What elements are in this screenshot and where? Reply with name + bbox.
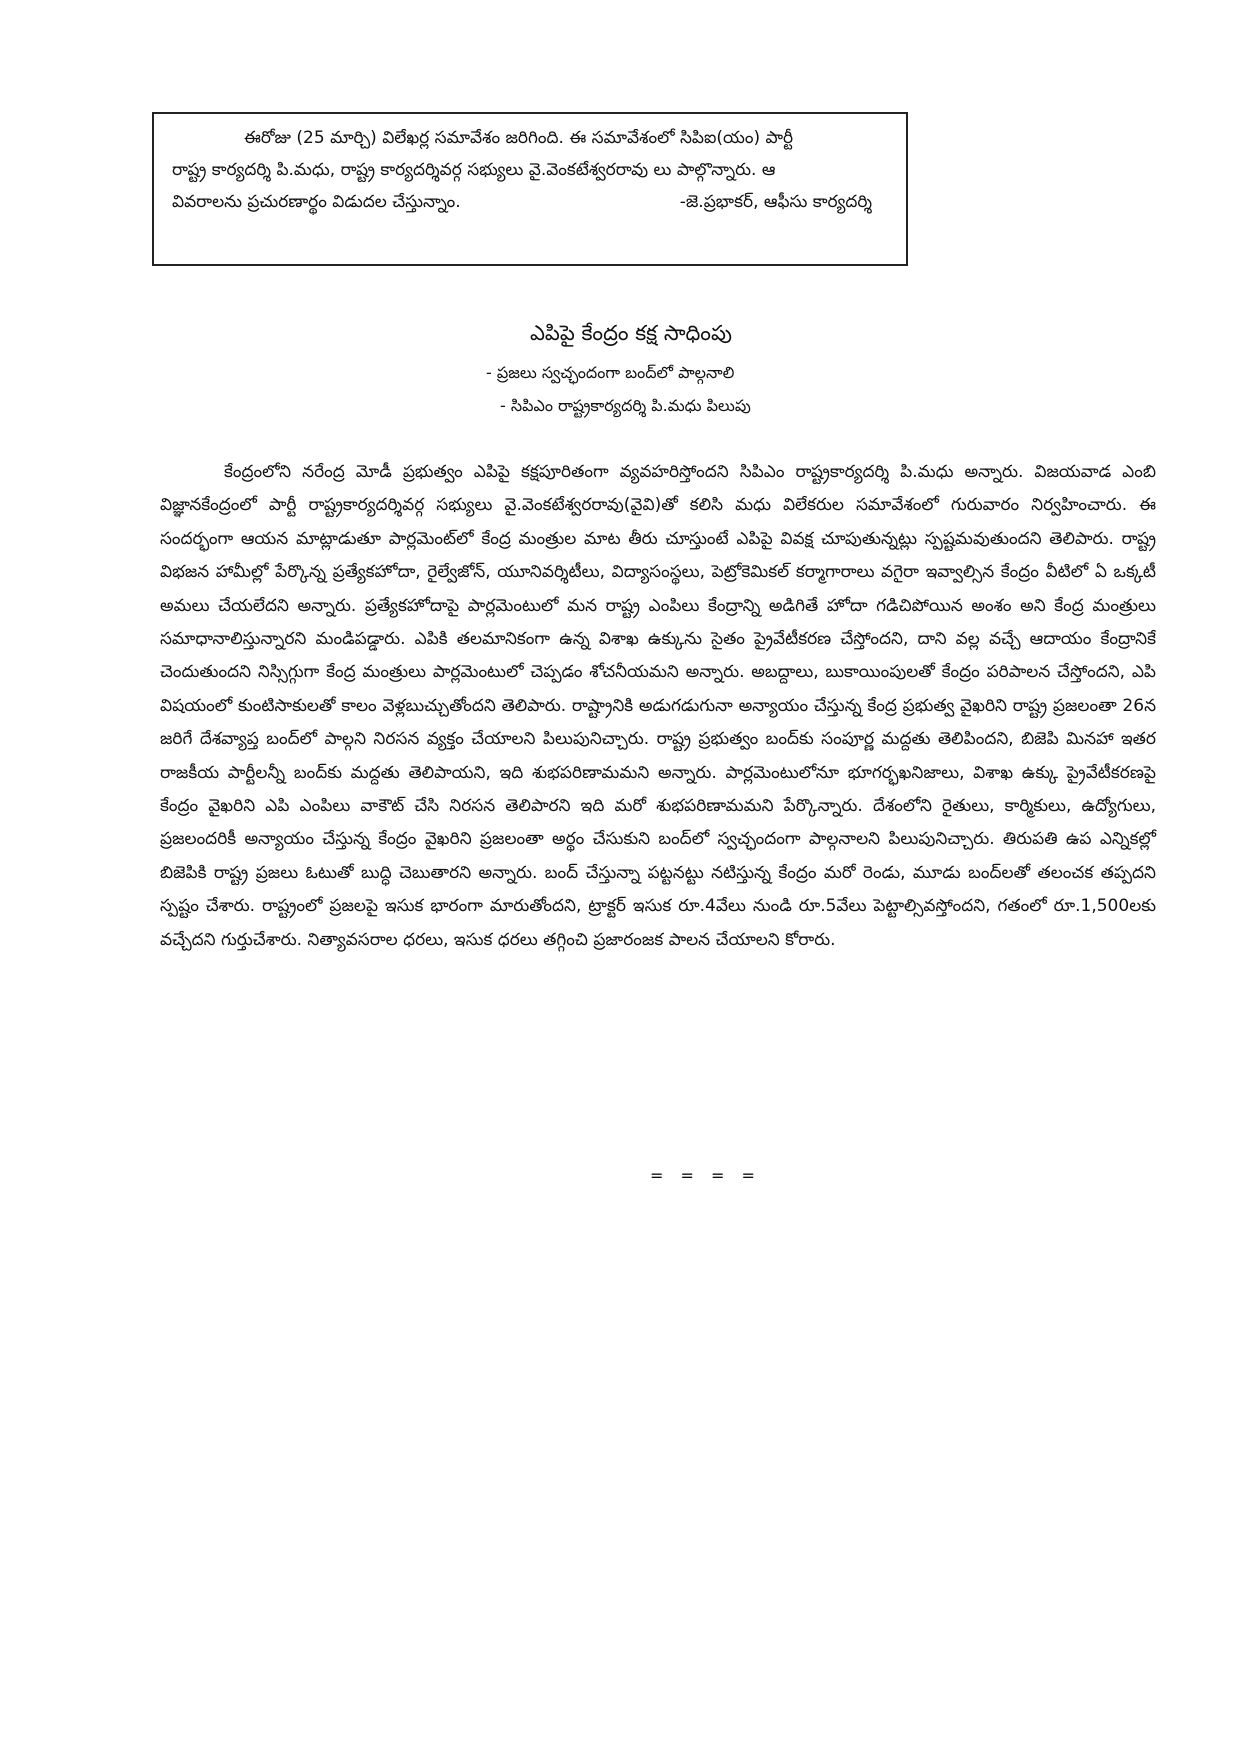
notice-line-2: రాష్ట్ర కార్యదర్శి పి.మధు, రాష్ట్ర కార్యదర్శివర్గ సభ్యులు వై.వెంకటేశ్వరరావు లు పాల్గొన్నారు. ఆ [172,160,776,180]
notice-line-3 [172,186,888,218]
article-subheadline-2: - సిపిఎం రాష్ట్రకార్యదర్శి పి.మధు పిలుపు [500,396,751,415]
article-subheadline-1: - ప్రజలు స్వచ్ఛందంగా బంద్‌లో పాల్గనాలి [486,363,735,382]
press-notice-box [152,112,908,266]
article-headline: ఎపిపై కేంద్రం కక్ష సాధింపు [530,321,732,345]
article-body [160,456,1156,957]
notice-signature: -జె.ప్రభాకర్, ఆఫీసు కార్యదర్శి [679,192,872,212]
notice-line-1: ఈరోజు (25 మార్చి) విలేఖర్ల సమావేశం జరిగింది. ఈ సమావేశంలో సిపిఐ(యం) పార్టీ [244,128,794,148]
article-body-paragraph: కేంద్రంలోని నరేంద్ర మోడీ ప్రభుత్వం ఎపిపై కక్షపూరితంగా వ్యవహరిస్తోందని సిపిఎం రాష్ట్రకార్యదర్శి పి.మధు అన్నారు. విజయవాడ ఎంబి విజ్ఞానకేంద్రంలో పార్టీ రాష్ట్రకార్యదర్శివర్గ సభ్యులు వై.వెంకటేశ్వరరావు(వైవి)తో కలిసి మధు విలేకరుల సమావేశంలో గురువారం నిర్వహించారు. ఈ సందర్భంగా ఆయన మాట్లాడుతూ పార్లమెంట్‌లో కేంద్ర మంత్రుల మాట తీరు చూస్తుంటే ఎపిపై వివక్ష చూపుతున్నట్లు స్పష్టమవుతుందని తెలిపారు. రాష్ట్ర విభజన హామీల్లో పేర్కొన్న ప్రత్యేకహోదా, రైల్వేజోన్, యూనివర్శిటీలు, విద్యాసంస్థలు, పెట్రోకెమికల్ కర్మాగారాలు వగైరా ఇవ్వాల్సిన కేంద్రం వీటిలో ఏ ఒక్కటీ అమలు చేయలేదని అన్నారు. ప్రత్యేకహోదాపై పార్లమెంటులో మన రాష్ట్ర ఎంపిలు కేంద్రాన్ని అడిగితే హోదా గడిచిపోయిన అంశం అని కేంద్ర మంత్రులు సమాధానాలిస్తున్నారని మండిపడ్డారు. ఎపికి తలమానికంగా ఉన్న విశాఖ ఉక్కును సైతం ప్రైవేటీకరణ చేస్తోందని, దాని వల్ల వచ్చే ఆదాయం కేంద్రానికే చెందుతుందని నిస్సిగ్గుగా కేంద్ర మంత్రులు పార్లమెంటులో చెప్పడం శోచనీయమని అన్నారు. అబద్దాలు, బుకాయింపులతో కేంద్రం పరిపాలన చేస్తోందని, ఎపి విషయంలో కుంటిసాకులతో కాలం వెళ్లబుచ్చుతోందని తెలిపారు. రాష్ట్రానికి అడుగడుగునా అన్యాయం చేస్తున్న కేంద్ర ప్రభుత్వ వైఖరిని రాష్ట్ర ప్రజలంతా 26న జరిగే దేశవ్యాప్త బంద్‌లో పాల్గని నిరసన వ్యక్తం చేయాలని పిలుపునిచ్చారు. రాష్ట్ర ప్రభుత్వం బంద్‌కు సంపూర్ణ మద్దతు తెలిపిందని, బిజెపి మినహా ఇతర రాజకీయ పార్టీలన్నీ బంద్‌కు మద్దతు తెలిపాయని, ఇది శుభపరిణామమని అన్నారు. పార్లమెంటులోనూ భూగర్భఖనిజాలు, విశాఖ ఉక్కు ప్రైవేటీకరణపై కేంద్రం వైఖరిని ఎపి ఎంపిలు వాకౌట్ చేసి నిరసన తెలిపారని ఇది మరో శుభపరిణామమని పేర్కొన్నారు. దేశంలోని రైతులు, కార్మికులు, ఉద్యోగులు, ప్రజలందరికీ అన్యాయం చేస్తున్న కేంద్రం వైఖరిని ప్రజలంతా అర్థం చేసుకుని బంద్‌లో స్వచ్ఛందంగా పాల్గనాలని పిలుపునిచ్చారు. తిరుపతి ఉప ఎన్నికల్లో బిజెపికి రాష్ట్ర ప్రజలు ఓటుతో బుద్ధి చెబుతారని అన్నారు. బంద్ చేస్తున్నా పట్టనట్టు నటిస్తున్న కేంద్రం మరో రెండు, మూడు బంద్‌లతో తలంచక తప్పదని స్పష్టం చేశారు. రాష్ట్రంలో ప్రజలపై ఇసుక భారంగా మారుతోందని, ట్రాక్టర్ ఇసుక రూ.4వేలు నుండి రూ.5వేలు పెట్టాల్సివస్తోందని, గతంలో రూ.1,500లకు వచ్చేదని గుర్తుచేశారు. నిత్యావసరాల ధరలు, ఇసుక ధరలు తగ్గించి ప్రజారంజక పాలన చేయాలని కోరారు. [160,462,1156,950]
notice-line-3-text: వివరాలను ప్రచురణార్థం విడుదల చేస్తున్నాం. [172,192,461,212]
end-mark: = = = = [650,1166,761,1185]
